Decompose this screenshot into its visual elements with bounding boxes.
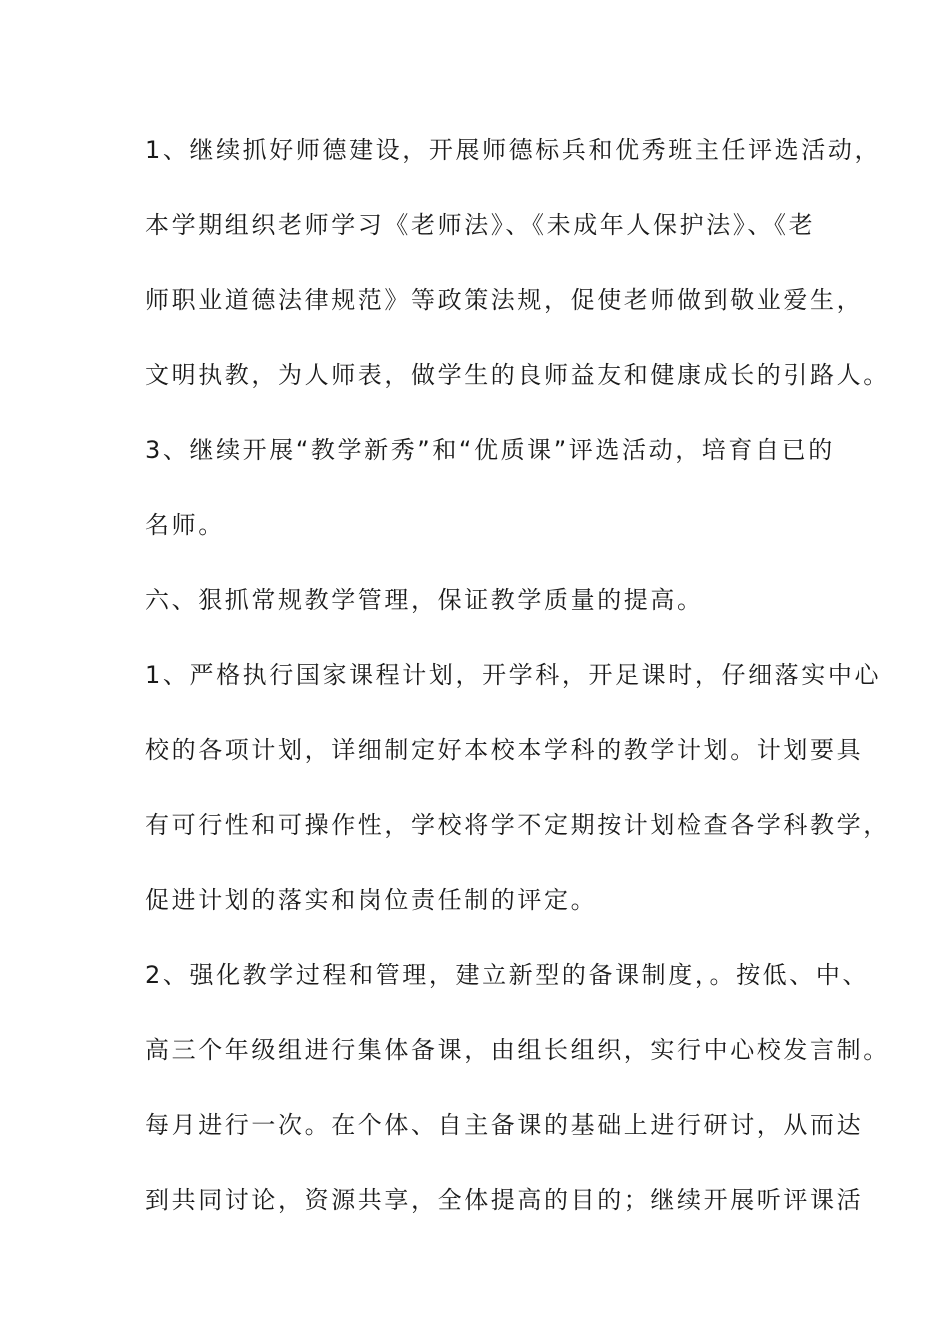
text-line: 1、继续抓好师德建设，开展师德标兵和优秀班主任评选活动， — [145, 136, 882, 164]
text-line: 文明执教，为人师表，做学生的良师益友和健康成长的引路人。 — [145, 361, 890, 389]
text-line: 促进计划的落实和岗位责任制的评定。 — [145, 886, 598, 914]
text-line: 本学期组织老师学习《老师法》、《未成年人保护法》、《老 — [145, 211, 816, 239]
text-line: 1、严格执行国家课程计划，开学科，开足课时，仔细落实中心 — [145, 661, 882, 689]
text-line: 每月进行一次。在个体、自主备课的基础上进行研讨，从而达 — [145, 1111, 864, 1139]
text-line: 高三个年级组进行集体备课，由组长组织，实行中心校发言制。 — [145, 1036, 890, 1064]
text-line: 有可行性和可操作性，学校将学不定期按计划检查各学科教学， — [145, 811, 890, 839]
text-line: 校的各项计划，详细制定好本校本学科的教学计划。计划要具 — [145, 736, 864, 764]
text-line: 到共同讨论，资源共享，全体提高的目的；继续开展听评课活 — [145, 1186, 864, 1214]
text-line: 2、强化教学过程和管理，建立新型的备课制度，。按低、中、 — [145, 961, 870, 989]
text-line: 师职业道德法律规范》等政策法规，促使老师做到敬业爱生， — [145, 286, 864, 314]
section-heading: 六、狠抓常规教学管理，保证教学质量的提高。 — [145, 586, 704, 614]
text-line: 3、继续开展“教学新秀”和“优质课”评选活动，培育自已的 — [145, 436, 835, 464]
text-line: 名师。 — [145, 511, 225, 539]
